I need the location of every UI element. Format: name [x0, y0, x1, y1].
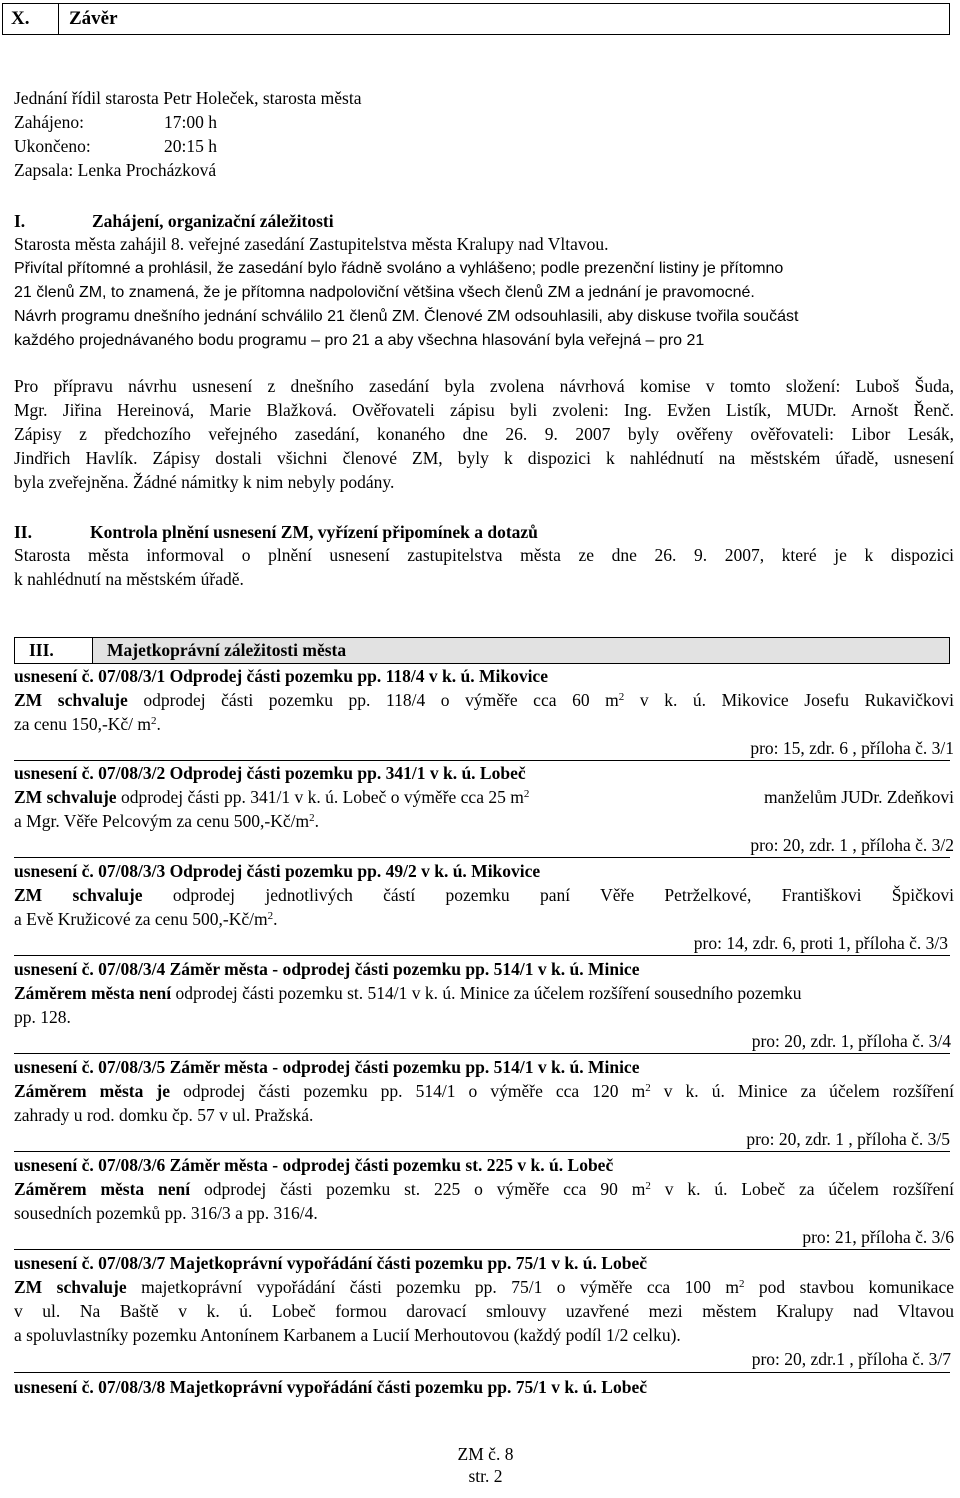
chair-line: Jednání řídil starosta Petr Holeček, starosta města: [14, 88, 362, 108]
resolution-heading: usnesení č. 07/08/3/7 Majetkoprávní vypořádání části pozemku pp. 75/1 v k. ú. Lobeč: [14, 1253, 647, 1273]
resolution-heading: usnesení č. 07/08/3/8 Majetkoprávní vypořádání části pozemku pp. 75/1 v k. ú. Lobeč: [14, 1377, 647, 1397]
section-i-heading: [14, 210, 954, 233]
resolution-text: a Evě Kružicové za cenu $500,-Kč/m^2$.: [14, 909, 278, 929]
resolution-text: a Mgr. Věře Pelcovým za cenu $500,-Kč/m^2$.: [14, 811, 320, 831]
resolution-text: za cenu 150,-Kč/ $m^2$.: [14, 714, 161, 734]
resolution-heading: usnesení č. 07/08/3/2 Odprodej části pozemku pp. 341/1 v k. ú. Lobeč: [14, 763, 526, 783]
section-ii-number: II.: [14, 522, 32, 542]
section-x-number: X.: [3, 4, 59, 34]
vote-result: pro: 14, zdr. 6, proti 1, příloha č. 3/3: [693, 933, 948, 953]
section-ii-title: Kontrola plnění usnesení ZM, vyřízení připomínek a dotazů: [90, 522, 538, 542]
resolution-heading: usnesení č. 07/08/3/6 Záměr města - odprodej části pozemku st. 225 v k. ú. Lobeč: [14, 1155, 614, 1175]
resolution-divider: [14, 760, 950, 761]
vote-result: pro: 20, zdr. 1, příloha č. 3/4: [751, 1031, 951, 1051]
commission-line: Mgr. Jiřina Hereinová, Marie Blažková. Ověřovateli zápisu byli zvoleni: Ing. Evžen Listík, MUDr. Arnošt Řenč.: [14, 400, 954, 420]
resolution-heading: usnesení č. 07/08/3/3 Odprodej části pozemku pp. 49/2 v k. ú. Mikovice: [14, 861, 541, 881]
section-i-line: každého projednávaného bodu programu – pro 21 a aby všechna hlasování byla veřejná – pro 21: [14, 332, 705, 349]
resolution-divider: [14, 1372, 950, 1373]
section-i-line: 21 členů ZM, to znamená, že je přítomna nadpoloviční většina všech členů ZM a jednání je pravomocné.: [14, 284, 755, 301]
section-i-line: Přivítal přítomné a prohlásil, že zasedání bylo řádně svoláno a vyhlášeno; podle prezenční listiny je přítomno: [14, 260, 784, 277]
section-ii-heading: [14, 521, 954, 544]
resolution-text: v ul. Na Baště v k. ú. Lobeč formou darovací smlouvy uzavřené mezi městem Kralupy nad Vltavou: [14, 1301, 954, 1321]
resolution-text: Záměrem města je odprodej části pozemku pp. 514/1 o výměře cca 120 $m^2$ v k. ú. Minice za účelem rozšíření: [14, 1081, 954, 1101]
vote-result: pro: 20, zdr. 1 , příloha č. 3/5: [746, 1129, 950, 1149]
section-x-title: Závěr: [69, 8, 118, 29]
resolution-text: Záměrem města není odprodej části pozemku st. 225 o výměře cca 90 $m^2$ v k. ú. Lobeč za účelem rozšíření: [14, 1179, 954, 1199]
section-ii-line: Starosta města informoval o plnění usnesení zastupitelstva města ze dne 26. 9. 2007, které je k dispozici: [14, 545, 954, 565]
resolution-divider: [14, 1151, 950, 1152]
section-iii-header: [14, 637, 950, 664]
resolution-heading: usnesení č. 07/08/3/4 Záměr města - odprodej části pozemku pp. 514/1 v k. ú. Minice: [14, 959, 640, 979]
resolution-text: ZM schvaluje odprodej části pp. 341/1 v k. ú. Lobeč o výměře cca 25 $m^2$ manželům JUDr. Zdeňkovi: [14, 787, 954, 807]
vote-result: pro: 15, zdr. 6 , příloha č. 3/1: [750, 738, 954, 758]
resolution-divider: [14, 1053, 950, 1054]
started-line: [14, 111, 954, 134]
section-i-line: Starosta města zahájil 8. veřejné zasedání Zastupitelstva města Kralupy nad Vltavou.: [14, 234, 609, 254]
recorder-line: Zapsala: Lenka Procházková: [14, 160, 217, 180]
section-iii-number: III.: [15, 638, 93, 663]
resolution-divider: [14, 1249, 950, 1250]
commission-line: Jindřich Havlík. Zápisy dostali všichni členové ZM, byly k dispozici k nahlédnutí na městském úřadě, usnesení: [14, 448, 954, 468]
ended-label: Ukončeno:: [14, 136, 91, 156]
resolution-text: ZM schvaluje odprodej jednotlivých částí pozemku paní Věře Petrželkové, Františkovi Špičkovi: [14, 885, 954, 905]
started-label: Zahájeno:: [14, 112, 84, 132]
resolution-heading: usnesení č. 07/08/3/1 Odprodej části pozemku pp. 118/4 v k. ú. Mikovice: [14, 666, 548, 686]
section-ii-line: k nahlédnutí na městském úřadě.: [14, 569, 244, 589]
vote-result: pro: 20, zdr.1 , příloha č. 3/7: [751, 1349, 951, 1369]
resolution-text: ZM schvaluje majetkoprávní vypořádání části pozemku pp. 75/1 o výměře cca 100 $m^2$ pod stavbou komunikace: [14, 1277, 954, 1297]
resolution-text: sousedních pozemků pp. 316/3 a pp. 316/4.: [14, 1203, 318, 1223]
commission-line: Pro přípravu návrhu usnesení z dnešního zasedání byla zvolena návrhová komise v tomto složení: Luboš Šuda,: [14, 376, 954, 396]
resolution-text: a spoluvlastníky pozemku Antonínem Karbanem a Lucií Merhoutovou (každý podíl 1/2 celku).: [14, 1325, 681, 1345]
section-iii-title: Majetkoprávní záležitosti města: [107, 640, 347, 660]
resolution-text: Záměrem města není odprodej části pozemku st. 514/1 v k. ú. Minice za účelem rozšíření sousedního pozemku: [14, 983, 802, 1003]
resolution-divider: [14, 857, 950, 858]
commission-line: Zápisy z předchozího veřejného zasedání, konaného dne 26. 9. 2007 byly ověřeny ověřovateli: Libor Lesák,: [14, 424, 954, 444]
ended-line: [14, 135, 954, 158]
resolution-divider: [14, 955, 950, 956]
section-i-title: Zahájení, organizační záležitosti: [92, 211, 334, 231]
section-x-header: [2, 3, 950, 35]
footer-meeting: ZM č. 8: [457, 1444, 514, 1464]
started-value: 17:00 h: [164, 112, 217, 132]
section-i-line: Návrh programu dnešního jednání schválilo 21 členů ZM. Členové ZM odsouhlasili, aby diskuse tvořila součást: [14, 308, 799, 325]
page-footer: [0, 1443, 960, 1487]
vote-result: pro: 21, příloha č. 3/6: [802, 1227, 954, 1247]
resolution-text: zahrady u rod. domku čp. 57 v ul. Pražská.: [14, 1105, 314, 1125]
resolution-text: pp. 128.: [14, 1007, 71, 1027]
vote-result: pro: 20, zdr. 1 , příloha č. 3/2: [750, 835, 954, 855]
resolution-heading: usnesení č. 07/08/3/5 Záměr města - odprodej části pozemku pp. 514/1 v k. ú. Minice: [14, 1057, 640, 1077]
ended-value: 20:15 h: [164, 136, 217, 156]
section-i-number: I.: [14, 211, 26, 231]
program-approval: Návrh programu dnešního jednání schválilo 21 členů ZM.: [14, 308, 420, 325]
footer-page-number: str. 2: [468, 1466, 503, 1486]
commission-line: byla zveřejněna. Žádné námitky k nim nebyly podány.: [14, 472, 395, 492]
resolution-text: ZM schvaluje odprodej části pozemku pp. 118/4 o výměře cca 60 $m^2$ v k. ú. Mikovice Josefu Rukavičkovi: [14, 690, 954, 710]
